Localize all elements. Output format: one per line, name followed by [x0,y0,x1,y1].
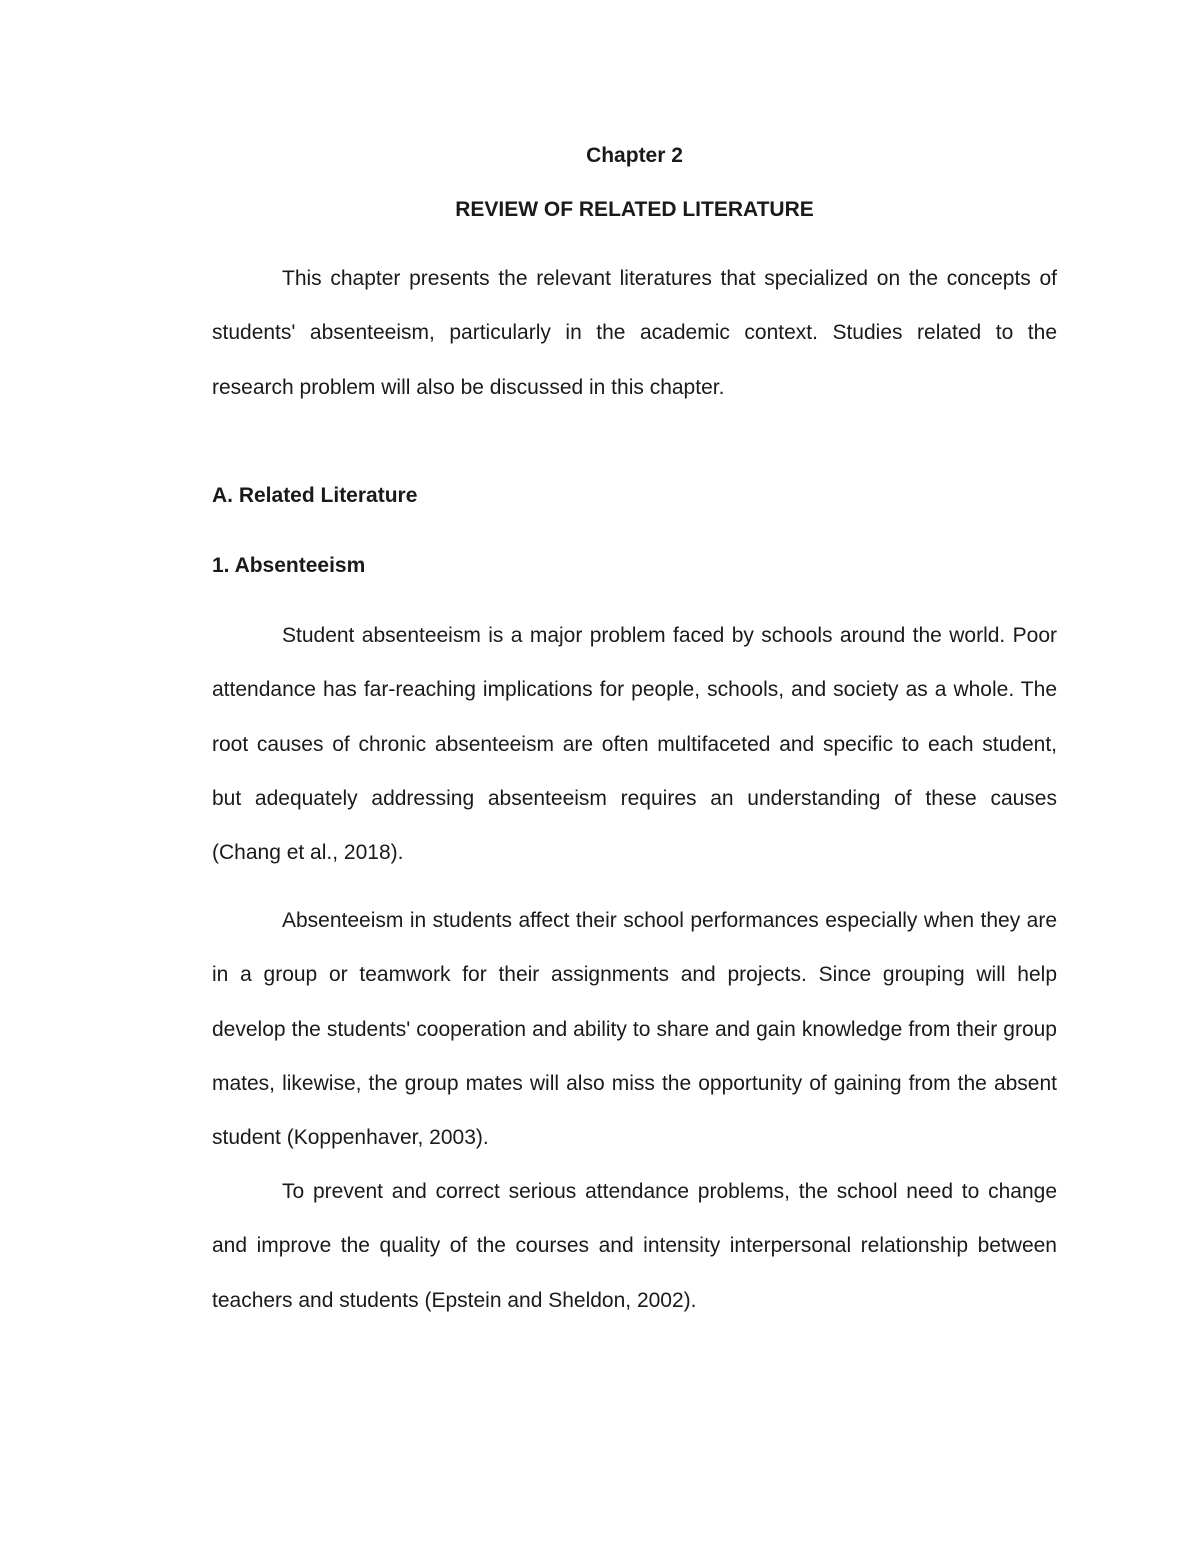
body-paragraph: Student absenteeism is a major problem faced by schools around the world. Poor attendance has far-reaching implications for people, schools, and society as a whole. The root causes of chronic absenteeism are often multifaceted and specific to each student, but adequately addressing absenteeism requires an understanding of these causes (Chang et al., 2018). [212,624,1057,865]
subsection-heading-absenteeism: 1. Absenteeism [212,554,366,577]
intro-paragraph: This chapter presents the relevant literatures that specialized on the concepts of students' absenteeism, particularly in the academic context. Studies related to the research problem will also be discussed in this chapter. [212,267,1057,399]
chapter-title: REVIEW OF RELATED LITERATURE [455,198,814,221]
body-paragraph: To prevent and correct serious attendance problems, the school need to change and improve the quality of the courses and intensity interpersonal relationship between teachers and students (Epstein and Sheldon, 2002). [212,1180,1057,1312]
body-paragraph: Absenteeism in students affect their school performances especially when they are in a group or teamwork for their assignments and projects. Since grouping will help develop the students' cooperation and ability to share and gain knowledge from their group mates, likewise, the group mates will also miss the opportunity of gaining from the absent student (Koppenhaver, 2003). [212,909,1057,1150]
section-heading-related-literature: A. Related Literature [212,484,418,507]
chapter-label: Chapter 2 [586,144,683,167]
